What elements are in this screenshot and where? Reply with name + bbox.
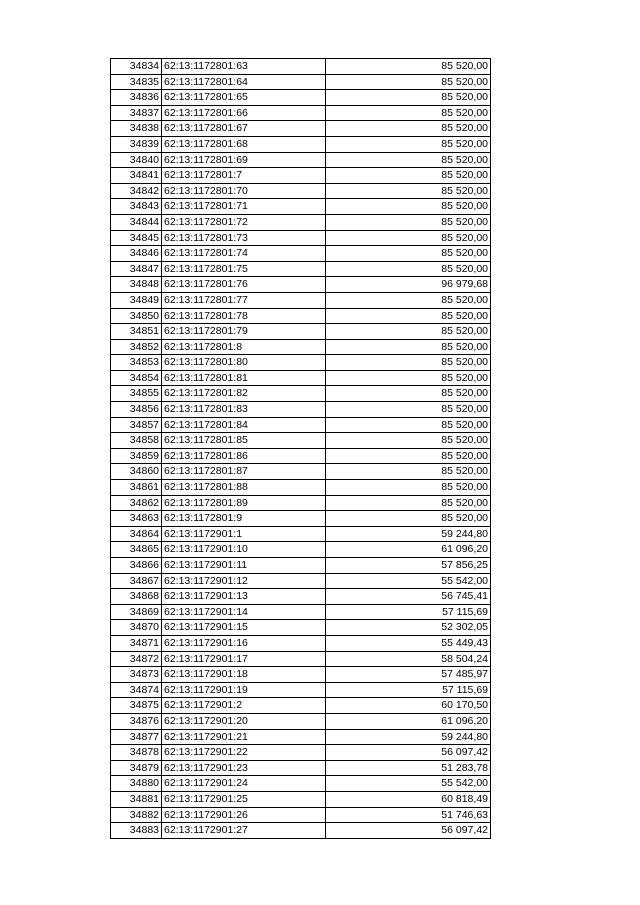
- cadastral-number-cell: 62:13:1172801:67: [162, 121, 326, 137]
- cadastral-value-cell: 85 520,00: [326, 199, 491, 215]
- cadastral-value-cell: 85 520,00: [326, 339, 491, 355]
- cadastral-number-cell: 62:13:1172801:69: [162, 152, 326, 168]
- cadastral-number-cell: 62:13:1172801:89: [162, 495, 326, 511]
- cadastral-number-cell: 62:13:1172901:14: [162, 604, 326, 620]
- table-row: [111, 464, 491, 480]
- row-number-cell: 34857: [111, 417, 162, 433]
- cadastral-value-cell: 52 302,05: [326, 620, 491, 636]
- row-number-cell: 34837: [111, 105, 162, 121]
- table-row: [111, 542, 491, 558]
- cadastral-value-cell: 55 542,00: [326, 573, 491, 589]
- cadastral-value-cell: 60 170,50: [326, 698, 491, 714]
- cadastral-number-cell: 62:13:1172901:22: [162, 745, 326, 761]
- table-row: [111, 230, 491, 246]
- cadastral-number-cell: 62:13:1172801:81: [162, 370, 326, 386]
- cadastral-number-cell: 62:13:1172901:27: [162, 823, 326, 839]
- row-number-cell: 34880: [111, 776, 162, 792]
- row-number-cell: 34843: [111, 199, 162, 215]
- table-row: [111, 511, 491, 527]
- table-row: [111, 308, 491, 324]
- table-row: [111, 729, 491, 745]
- table-row: [111, 651, 491, 667]
- cadastral-value-cell: 85 520,00: [326, 183, 491, 199]
- cadastral-value-cell: 85 520,00: [326, 370, 491, 386]
- row-number-cell: 34856: [111, 402, 162, 418]
- cadastral-value-cell: 85 520,00: [326, 448, 491, 464]
- table-row: [111, 292, 491, 308]
- table-row: [111, 105, 491, 121]
- table-row: [111, 589, 491, 605]
- cadastral-value-cell: 85 520,00: [326, 433, 491, 449]
- cadastral-number-cell: 62:13:1172801:68: [162, 136, 326, 152]
- table-row: [111, 620, 491, 636]
- cadastral-value-cell: 85 520,00: [326, 386, 491, 402]
- table-row: [111, 74, 491, 90]
- cadastral-number-cell: 62:13:1172801:77: [162, 292, 326, 308]
- cadastral-value-cell: 85 520,00: [326, 74, 491, 90]
- row-number-cell: 34872: [111, 651, 162, 667]
- row-number-cell: 34844: [111, 214, 162, 230]
- table-row: [111, 807, 491, 823]
- table-row: [111, 355, 491, 371]
- cadastral-number-cell: 62:13:1172901:11: [162, 558, 326, 574]
- cadastral-value-cell: 59 244,80: [326, 526, 491, 542]
- cadastral-number-cell: 62:13:1172901:26: [162, 807, 326, 823]
- row-number-cell: 34838: [111, 121, 162, 137]
- table-row: [111, 776, 491, 792]
- row-number-cell: 34851: [111, 324, 162, 340]
- cadastral-value-cell: 85 520,00: [326, 59, 491, 75]
- cadastral-number-cell: 62:13:1172801:76: [162, 277, 326, 293]
- row-number-cell: 34873: [111, 667, 162, 683]
- cadastral-value-cell: 85 520,00: [326, 214, 491, 230]
- table-row: [111, 495, 491, 511]
- table-row: [111, 791, 491, 807]
- cadastral-number-cell: 62:13:1172801:71: [162, 199, 326, 215]
- cadastral-number-cell: 62:13:1172901:17: [162, 651, 326, 667]
- row-number-cell: 34870: [111, 620, 162, 636]
- cadastral-value-cell: 85 520,00: [326, 355, 491, 371]
- row-number-cell: 34845: [111, 230, 162, 246]
- cadastral-value-cell: 85 520,00: [326, 246, 491, 262]
- cadastral-number-cell: 62:13:1172901:20: [162, 713, 326, 729]
- cadastral-number-cell: 62:13:1172801:78: [162, 308, 326, 324]
- table-body: [111, 59, 491, 839]
- row-number-cell: 34883: [111, 823, 162, 839]
- cadastral-value-cell: 85 520,00: [326, 495, 491, 511]
- table-row: [111, 713, 491, 729]
- cadastral-value-cell: 85 520,00: [326, 105, 491, 121]
- table-row: [111, 682, 491, 698]
- cadastral-number-cell: 62:13:1172801:75: [162, 261, 326, 277]
- table-row: [111, 246, 491, 262]
- cadastral-value-cell: 57 115,69: [326, 604, 491, 620]
- table-row: [111, 183, 491, 199]
- table-row: [111, 417, 491, 433]
- table-row: [111, 386, 491, 402]
- cadastral-value-cell: 59 244,80: [326, 729, 491, 745]
- cadastral-value-cell: 57 115,69: [326, 682, 491, 698]
- cadastral-value-cell: 85 520,00: [326, 464, 491, 480]
- cadastral-number-cell: 62:13:1172901:2: [162, 698, 326, 714]
- cadastral-number-cell: 62:13:1172801:63: [162, 59, 326, 75]
- row-number-cell: 34866: [111, 558, 162, 574]
- table-row: [111, 823, 491, 839]
- cadastral-number-cell: 62:13:1172801:8: [162, 339, 326, 355]
- cadastral-number-cell: 62:13:1172901:18: [162, 667, 326, 683]
- table-row: [111, 370, 491, 386]
- row-number-cell: 34876: [111, 713, 162, 729]
- row-number-cell: 34874: [111, 682, 162, 698]
- row-number-cell: 34868: [111, 589, 162, 605]
- row-number-cell: 34864: [111, 526, 162, 542]
- cadastral-value-cell: 56 745,41: [326, 589, 491, 605]
- cadastral-value-cell: 51 746,63: [326, 807, 491, 823]
- row-number-cell: 34862: [111, 495, 162, 511]
- table-row: [111, 635, 491, 651]
- row-number-cell: 34855: [111, 386, 162, 402]
- row-number-cell: 34841: [111, 168, 162, 184]
- cadastral-number-cell: 62:13:1172801:66: [162, 105, 326, 121]
- cadastral-number-cell: 62:13:1172801:7: [162, 168, 326, 184]
- table-row: [111, 59, 491, 75]
- table-row: [111, 168, 491, 184]
- cadastral-value-cell: 51 283,78: [326, 760, 491, 776]
- cadastral-number-cell: 62:13:1172901:15: [162, 620, 326, 636]
- cadastral-number-cell: 62:13:1172801:82: [162, 386, 326, 402]
- cadastral-number-cell: 62:13:1172801:87: [162, 464, 326, 480]
- row-number-cell: 34858: [111, 433, 162, 449]
- row-number-cell: 34834: [111, 59, 162, 75]
- cadastral-value-cell: 61 096,20: [326, 542, 491, 558]
- cadastral-value-cell: 85 520,00: [326, 308, 491, 324]
- cadastral-value-cell: 85 520,00: [326, 168, 491, 184]
- row-number-cell: 34848: [111, 277, 162, 293]
- cadastral-value-cell: 85 520,00: [326, 152, 491, 168]
- cadastral-number-cell: 62:13:1172801:70: [162, 183, 326, 199]
- cadastral-number-cell: 62:13:1172901:1: [162, 526, 326, 542]
- table-row: [111, 121, 491, 137]
- cadastral-value-cell: 85 520,00: [326, 417, 491, 433]
- row-number-cell: 34840: [111, 152, 162, 168]
- cadastral-number-cell: 62:13:1172901:10: [162, 542, 326, 558]
- cadastral-value-cell: 56 097,42: [326, 823, 491, 839]
- row-number-cell: 34860: [111, 464, 162, 480]
- cadastral-number-cell: 62:13:1172801:73: [162, 230, 326, 246]
- row-number-cell: 34869: [111, 604, 162, 620]
- cadastral-number-cell: 62:13:1172801:74: [162, 246, 326, 262]
- row-number-cell: 34849: [111, 292, 162, 308]
- row-number-cell: 34854: [111, 370, 162, 386]
- table-row: [111, 152, 491, 168]
- cadastral-value-cell: 56 097,42: [326, 745, 491, 761]
- row-number-cell: 34861: [111, 480, 162, 496]
- row-number-cell: 34875: [111, 698, 162, 714]
- row-number-cell: 34835: [111, 74, 162, 90]
- table-row: [111, 558, 491, 574]
- table-row: [111, 667, 491, 683]
- row-number-cell: 34842: [111, 183, 162, 199]
- table-row: [111, 324, 491, 340]
- cadastral-value-cell: 85 520,00: [326, 136, 491, 152]
- table-row: [111, 433, 491, 449]
- cadastral-value-cell: 60 818,49: [326, 791, 491, 807]
- cadastral-value-cell: 57 856,25: [326, 558, 491, 574]
- cadastral-number-cell: 62:13:1172901:21: [162, 729, 326, 745]
- cadastral-number-cell: 62:13:1172801:88: [162, 480, 326, 496]
- cadastral-number-cell: 62:13:1172901:24: [162, 776, 326, 792]
- cadastral-number-cell: 62:13:1172801:64: [162, 74, 326, 90]
- row-number-cell: 34881: [111, 791, 162, 807]
- row-number-cell: 34877: [111, 729, 162, 745]
- row-number-cell: 34859: [111, 448, 162, 464]
- cadastral-value-cell: 96 979,68: [326, 277, 491, 293]
- cadastral-number-cell: 62:13:1172801:83: [162, 402, 326, 418]
- row-number-cell: 34878: [111, 745, 162, 761]
- table-row: [111, 745, 491, 761]
- cadastral-number-cell: 62:13:1172901:16: [162, 635, 326, 651]
- table-row: [111, 526, 491, 542]
- cadastral-number-cell: 62:13:1172801:65: [162, 90, 326, 106]
- table-row: [111, 339, 491, 355]
- cadastral-value-cell: 85 520,00: [326, 90, 491, 106]
- table-row: [111, 261, 491, 277]
- cadastral-number-cell: 62:13:1172901:23: [162, 760, 326, 776]
- cadastral-value-cell: 85 520,00: [326, 261, 491, 277]
- table-row: [111, 448, 491, 464]
- cadastral-value-cell: 85 520,00: [326, 121, 491, 137]
- row-number-cell: 34852: [111, 339, 162, 355]
- table-row: [111, 90, 491, 106]
- cadastral-value-cell: 85 520,00: [326, 230, 491, 246]
- cadastral-value-cell: 85 520,00: [326, 292, 491, 308]
- cadastral-value-cell: 57 485,97: [326, 667, 491, 683]
- row-number-cell: 34882: [111, 807, 162, 823]
- table-row: [111, 604, 491, 620]
- row-number-cell: 34879: [111, 760, 162, 776]
- row-number-cell: 34867: [111, 573, 162, 589]
- table-row: [111, 277, 491, 293]
- row-number-cell: 34836: [111, 90, 162, 106]
- row-number-cell: 34846: [111, 246, 162, 262]
- cadastral-value-cell: 61 096,20: [326, 713, 491, 729]
- cadastral-number-cell: 62:13:1172801:9: [162, 511, 326, 527]
- row-number-cell: 34847: [111, 261, 162, 277]
- table-row: [111, 760, 491, 776]
- cadastral-number-cell: 62:13:1172801:86: [162, 448, 326, 464]
- cadastral-value-cell: 85 520,00: [326, 511, 491, 527]
- table-row: [111, 136, 491, 152]
- cadastral-value-cell: 85 520,00: [326, 480, 491, 496]
- cadastral-value-cell: 85 520,00: [326, 324, 491, 340]
- cadastral-number-cell: 62:13:1172901:19: [162, 682, 326, 698]
- row-number-cell: 34853: [111, 355, 162, 371]
- row-number-cell: 34839: [111, 136, 162, 152]
- table-row: [111, 480, 491, 496]
- table-row: [111, 573, 491, 589]
- cadastral-number-cell: 62:13:1172901:12: [162, 573, 326, 589]
- table-row: [111, 698, 491, 714]
- table-row: [111, 199, 491, 215]
- row-number-cell: 34871: [111, 635, 162, 651]
- cadastral-number-cell: 62:13:1172801:85: [162, 433, 326, 449]
- cadastral-number-cell: 62:13:1172801:72: [162, 214, 326, 230]
- table-row: [111, 214, 491, 230]
- row-number-cell: 34865: [111, 542, 162, 558]
- row-number-cell: 34863: [111, 511, 162, 527]
- row-number-cell: 34850: [111, 308, 162, 324]
- cadastral-value-cell: 85 520,00: [326, 402, 491, 418]
- cadastral-number-cell: 62:13:1172901:13: [162, 589, 326, 605]
- cadastral-number-cell: 62:13:1172801:80: [162, 355, 326, 371]
- cadastral-value-cell: 55 449,43: [326, 635, 491, 651]
- cadastral-value-cell: 55 542,00: [326, 776, 491, 792]
- cadastral-number-cell: 62:13:1172901:25: [162, 791, 326, 807]
- cadastral-value-table: [110, 58, 491, 839]
- cadastral-number-cell: 62:13:1172801:84: [162, 417, 326, 433]
- cadastral-number-cell: 62:13:1172801:79: [162, 324, 326, 340]
- cadastral-value-cell: 58 504,24: [326, 651, 491, 667]
- table-row: [111, 402, 491, 418]
